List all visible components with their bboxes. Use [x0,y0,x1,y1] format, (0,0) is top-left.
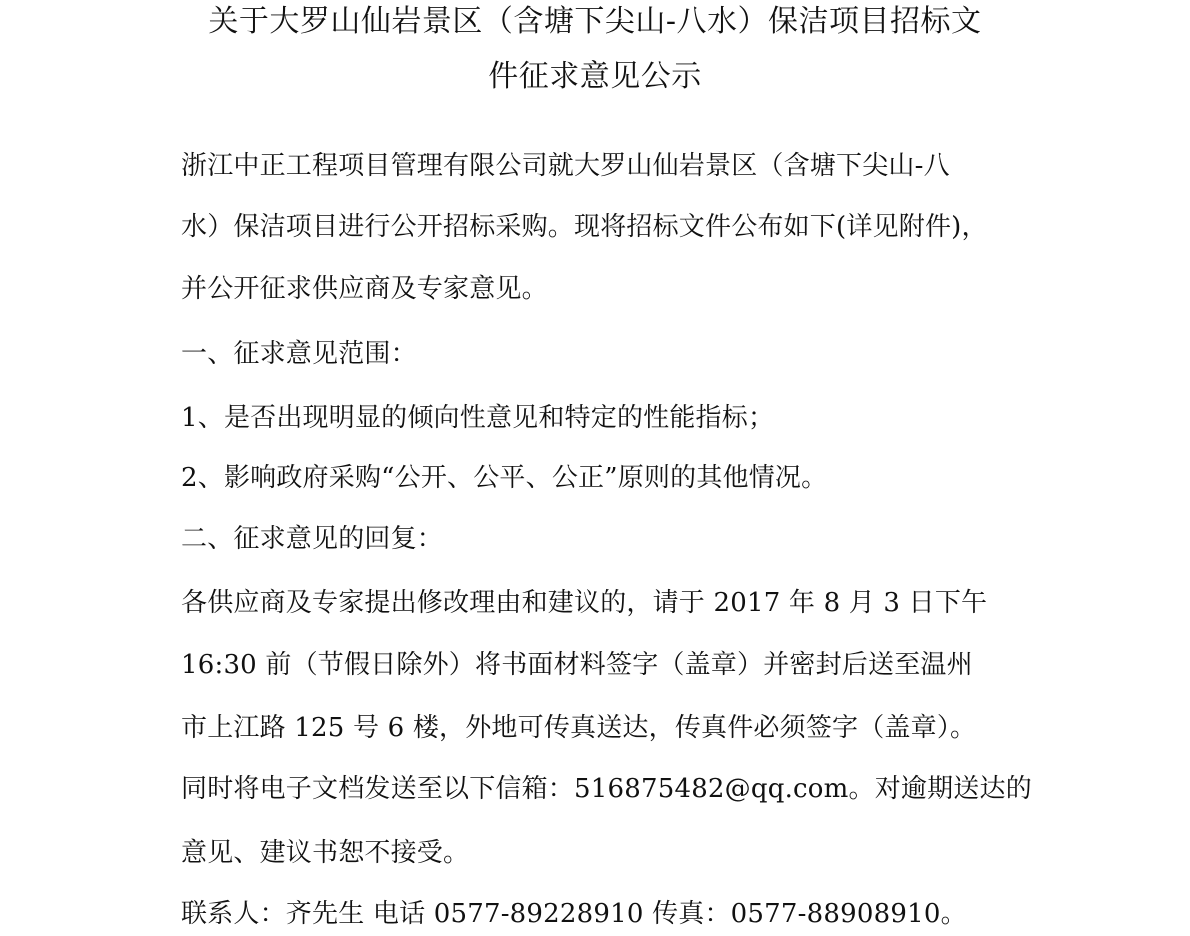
scope-item-1: 1、是否出现明显的倾向性意见和特定的性能指标； [181,403,775,433]
contact-line: 联系人：齐先生 电话 0577-89228910 传真：0577-88908910。 [181,899,967,929]
section-heading-scope: 一、征求意见范围： [181,339,417,369]
reply-line-1: 各供应商及专家提出修改理由和建议的，请于 2017 年 8 月 3 日下午 [181,588,988,618]
body-line-3: 并公开征求供应商及专家意见。 [181,274,548,304]
scope-item-2: 2、影响政府采购“公开、公平、公正”原则的其他情况。 [181,463,828,493]
reply-line-2: 16:30 前（节假日除外）将书面材料签字（盖章）并密封后送至温州 [181,650,973,680]
reply-line-3: 市上江路 125 号 6 楼，外地可传真送达，传真件必须签字（盖章）。 [181,713,977,743]
title-line-2: 件征求意见公示 [488,59,702,94]
body-line-1: 浙江中正工程项目管理有限公司就大罗山仙岩景区（含塘下尖山-八 [181,151,950,181]
title-line-1: 关于大罗山仙岩景区（含塘下尖山-八水）保洁项目招标文 [208,4,982,39]
reply-line-5: 意见、建议书恕不接受。 [181,838,470,868]
body-line-2: 水）保洁项目进行公开招标采购。现将招标文件公布如下(详见附件)， [181,212,988,242]
section-heading-reply: 二、征求意见的回复： [181,524,444,554]
reply-line-4: 同时将电子文档发送至以下信箱：516875482@qq.com。对逾期送达的 [181,774,1032,804]
